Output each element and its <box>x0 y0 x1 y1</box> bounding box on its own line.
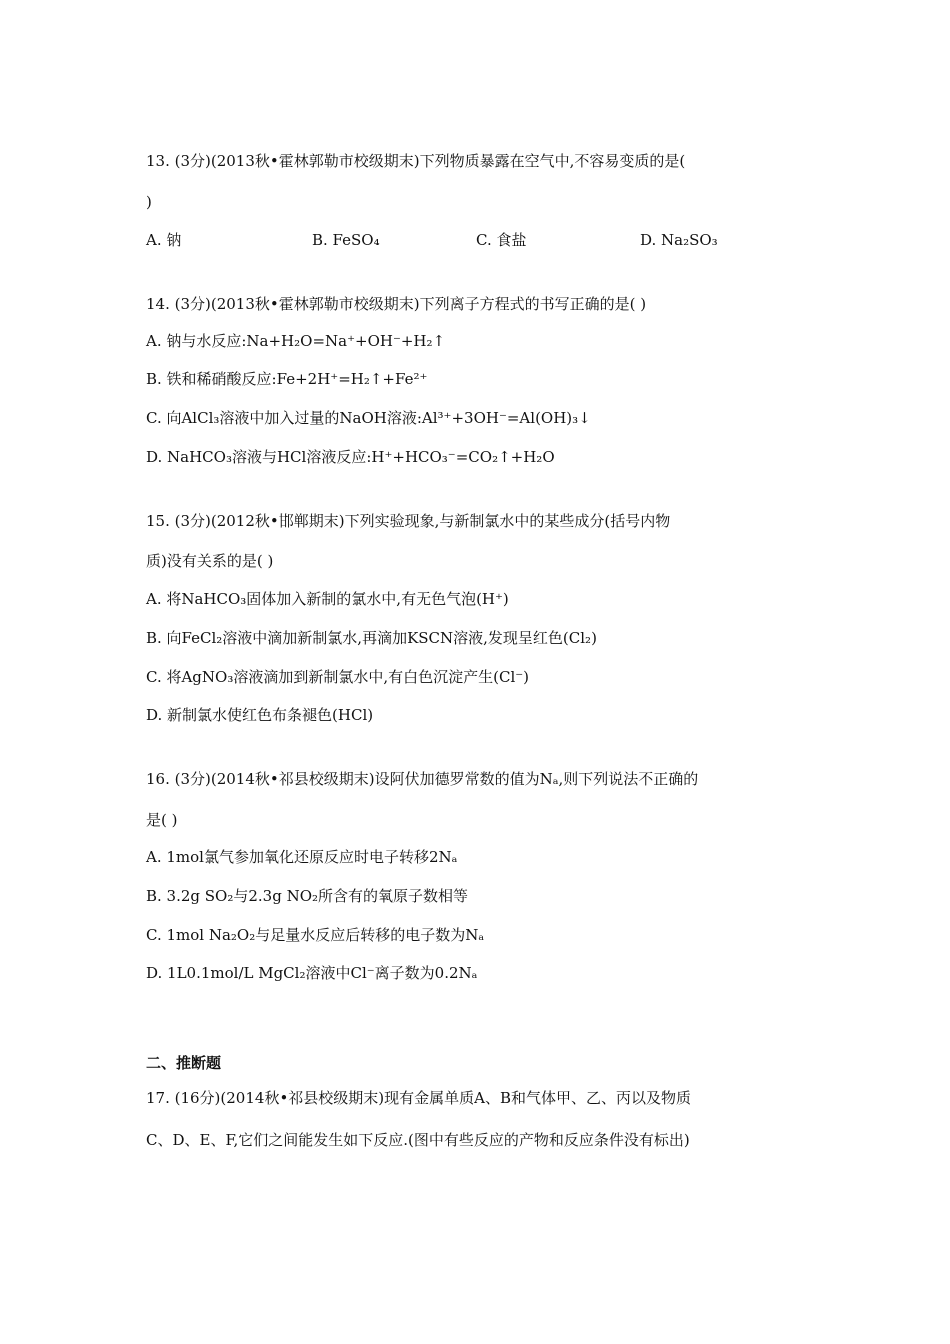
q16-option-b: B. 3.2g SO₂与2.3g NO₂所含有的氧原子数相等 <box>146 887 469 905</box>
q13-stem-line1: 13. (3分)(2013秋•霍林郭勒市校级期末)下列物质暴露在空气中,不容易变质的是( <box>146 152 686 170</box>
q14-option-b: B. 铁和稀硝酸反应:Fe+2H⁺=H₂↑+Fe²⁺ <box>146 370 428 388</box>
q17-stem-line1: 17. (16分)(2014秋•祁县校级期末)现有金属单质A、B和气体甲、乙、丙以及物质 <box>146 1089 691 1107</box>
q15-option-b: B. 向FeCl₂溶液中滴加新制氯水,再滴加KSCN溶液,发现呈红色(Cl₂) <box>146 629 597 647</box>
q13-options <box>146 230 826 250</box>
q13-option-d: D. Na₂SO₃ <box>640 231 718 249</box>
q16-option-a: A. 1mol氯气参加氧化还原反应时电子转移2Nₐ <box>146 848 458 866</box>
q14-option-c: C. 向AlCl₃溶液中加入过量的NaOH溶液:Al³⁺+3OH⁻=Al(OH)₃↓ <box>146 409 591 427</box>
q15-option-c: C. 将AgNO₃溶液滴加到新制氯水中,有白色沉淀产生(Cl⁻) <box>146 668 530 686</box>
q15-option-a: A. 将NaHCO₃固体加入新制的氯水中,有无色气泡(H⁺) <box>146 590 509 608</box>
q17-stem-line2: C、D、E、F,它们之间能发生如下反应.(图中有些反应的产物和反应条件没有标出) <box>146 1131 690 1149</box>
q14-option-d: D. NaHCO₃溶液与HCl溶液反应:H⁺+HCO₃⁻=CO₂↑+H₂O <box>146 448 555 466</box>
q13-option-c: C. 食盐 <box>476 231 527 249</box>
q16-stem-line2: 是( ) <box>146 811 178 829</box>
q14-option-a: A. 钠与水反应:Na+H₂O=Na⁺+OH⁻+H₂↑ <box>146 332 446 350</box>
q13-option-a: A. 钠 <box>146 231 182 249</box>
q15-option-d: D. 新制氯水使红色布条褪色(HCl) <box>146 706 374 724</box>
q15-stem-line1: 15. (3分)(2012秋•邯郸期末)下列实验现象,与新制氯水中的某些成分(括号内物 <box>146 512 671 530</box>
q16-stem-line1: 16. (3分)(2014秋•祁县校级期末)设阿伏加德罗常数的值为Nₐ,则下列说法不正确的 <box>146 770 699 788</box>
q15-stem-line2: 质)没有关系的是( ) <box>146 552 274 570</box>
q14-stem: 14. (3分)(2013秋•霍林郭勒市校级期末)下列离子方程式的书写正确的是( ) <box>146 295 647 313</box>
q13-option-b: B. FeSO₄ <box>312 231 380 249</box>
section-heading: 二、推断题 <box>146 1054 222 1072</box>
q16-option-c: C. 1mol Na₂O₂与足量水反应后转移的电子数为Nₐ <box>146 926 485 944</box>
q16-option-d: D. 1L0.1mol/L MgCl₂溶液中Cl⁻离子数为0.2Nₐ <box>146 964 478 982</box>
q13-stem-line2: ) <box>146 193 152 211</box>
